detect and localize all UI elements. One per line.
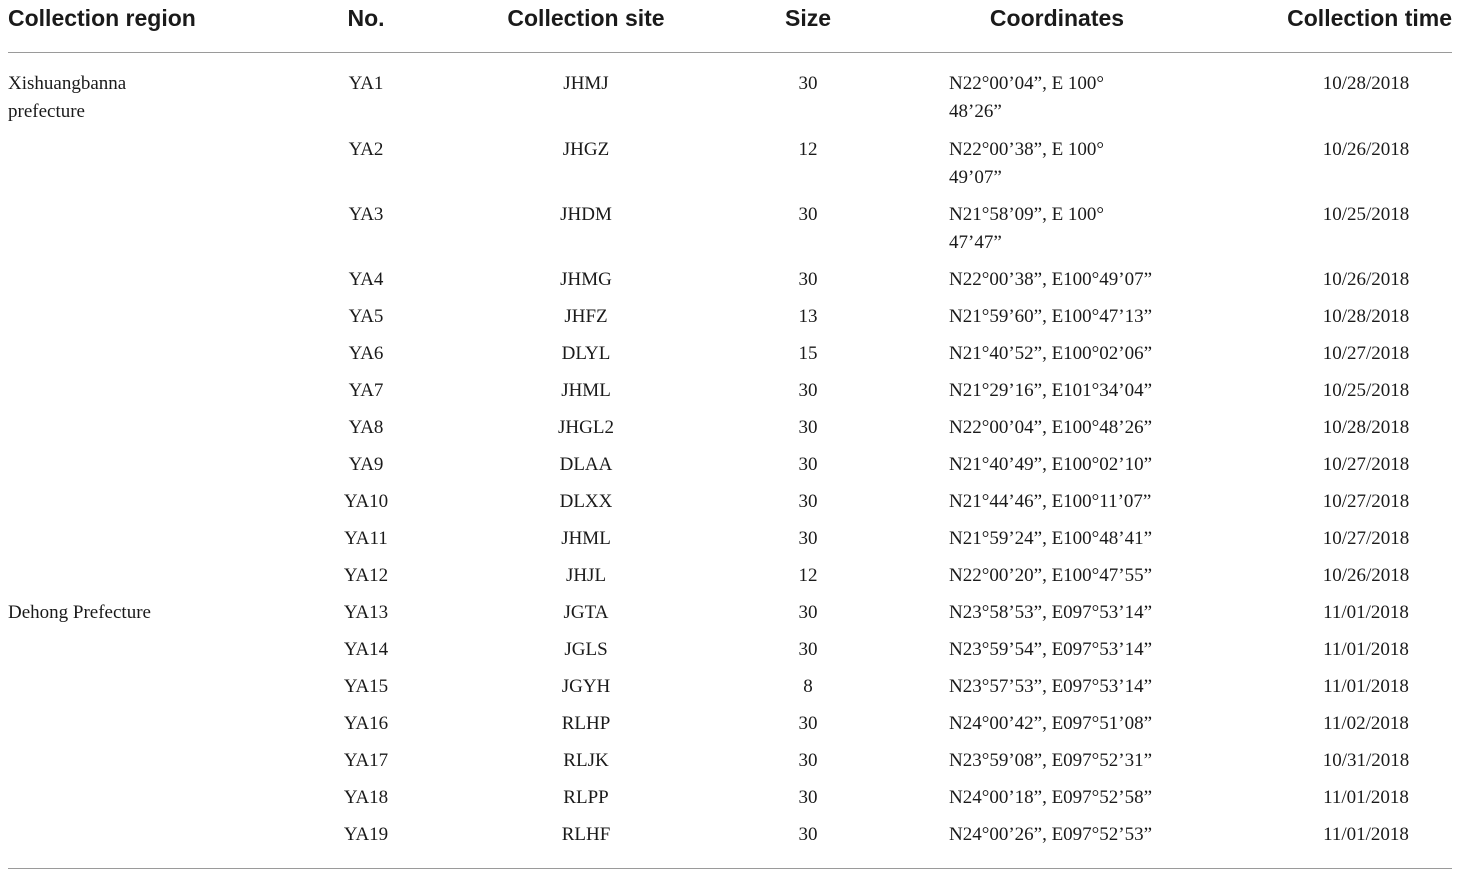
cell-collection-time: 10/27/2018: [1322, 528, 1410, 549]
cell-size: 30: [798, 491, 818, 512]
cell-collection-site: JHMJ: [563, 73, 609, 94]
header-collection-region: Collection region: [8, 5, 196, 31]
header-size: Size: [784, 5, 832, 31]
header-collection-time: Collection time: [1287, 5, 1452, 31]
cell-size: 30: [798, 824, 818, 845]
cell-collection-site: JHFZ: [564, 306, 608, 327]
cell-collection-time: 10/28/2018: [1322, 417, 1410, 438]
cell-size: 30: [798, 602, 818, 623]
cell-no: YA19: [343, 824, 389, 845]
cell-collection-site: JHMG: [560, 269, 612, 290]
header-coordinates: Coordinates: [989, 5, 1125, 31]
cell-coordinates: N24°00’18”, E097°52’58”: [949, 787, 1153, 808]
cell-collection-site: DLXX: [559, 491, 613, 512]
cell-no: YA12: [343, 565, 389, 586]
cell-no: YA1: [348, 73, 384, 94]
cell-coordinates: N22°00’04”, E 100° 48’26”: [949, 73, 1105, 122]
cell-collection-region: Dehong Prefecture: [8, 602, 151, 623]
cell-collection-time: 10/31/2018: [1322, 750, 1410, 771]
cell-size: 30: [798, 204, 818, 225]
cell-collection-time: 11/01/2018: [1323, 639, 1409, 660]
cell-collection-site: JHJL: [565, 565, 607, 586]
cell-coordinates: N22°00’38”, E 100° 49’07”: [949, 139, 1105, 188]
cell-collection-time: 11/01/2018: [1323, 676, 1409, 697]
cell-no: YA16: [343, 713, 389, 734]
cell-size: 30: [798, 380, 818, 401]
cell-size: 30: [798, 454, 818, 475]
cell-coordinates: N24°00’42”, E097°51’08”: [949, 713, 1153, 734]
cell-collection-site: JHGL2: [558, 417, 614, 438]
cell-size: 12: [798, 565, 818, 586]
cell-size: 30: [798, 528, 818, 549]
cell-coordinates: N23°59’08”, E097°52’31”: [949, 750, 1153, 771]
cell-coordinates: N22°00’04”, E100°48’26”: [949, 417, 1153, 438]
cell-coordinates: N22°00’38”, E100°49’07”: [949, 269, 1153, 290]
cell-size: 15: [798, 343, 818, 364]
cell-no: YA9: [348, 454, 384, 475]
cell-coordinates: N21°59’60”, E100°47’13”: [949, 306, 1153, 327]
cell-collection-time: 11/02/2018: [1323, 713, 1409, 734]
cell-no: YA11: [344, 528, 388, 549]
header-no: No.: [347, 5, 385, 31]
cell-collection-time: 10/25/2018: [1322, 380, 1410, 401]
cell-collection-time: 10/28/2018: [1322, 73, 1410, 94]
cell-no: YA7: [348, 380, 384, 401]
cell-no: YA14: [343, 639, 389, 660]
cell-collection-site: RLJK: [563, 750, 609, 771]
cell-size: 13: [798, 306, 818, 327]
cell-coordinates: N21°40’52”, E100°02’06”: [949, 343, 1153, 364]
cell-coordinates: N21°59’24”, E100°48’41”: [949, 528, 1153, 549]
cell-coordinates: N21°29’16”, E101°34’04”: [949, 380, 1153, 401]
cell-collection-time: 10/26/2018: [1322, 269, 1410, 290]
cell-coordinates: N21°40’49”, E100°02’10”: [949, 454, 1153, 475]
cell-size: 30: [798, 417, 818, 438]
cell-size: 8: [803, 676, 813, 697]
cell-no: YA10: [343, 491, 389, 512]
header-divider: [8, 52, 1452, 53]
cell-collection-site: JHGZ: [562, 139, 610, 160]
cell-collection-time: 11/01/2018: [1323, 602, 1409, 623]
cell-coordinates: N21°44’46”, E100°11’07”: [949, 491, 1152, 512]
cell-no: YA3: [348, 204, 384, 225]
cell-no: YA2: [348, 139, 384, 160]
cell-no: YA6: [348, 343, 384, 364]
cell-collection-site: JGLS: [564, 639, 608, 660]
cell-collection-site: JHDM: [560, 204, 612, 225]
cell-size: 30: [798, 73, 818, 94]
cell-collection-site: JGTA: [563, 602, 609, 623]
cell-no: YA4: [348, 269, 384, 290]
cell-size: 30: [798, 713, 818, 734]
cell-collection-time: 10/26/2018: [1322, 565, 1410, 586]
cell-coordinates: N23°59’54”, E097°53’14”: [949, 639, 1153, 660]
cell-no: YA5: [348, 306, 384, 327]
cell-collection-site: DLAA: [559, 454, 613, 475]
cell-collection-time: 11/01/2018: [1323, 787, 1409, 808]
cell-collection-site: DLYL: [561, 343, 611, 364]
header-collection-site: Collection site: [507, 5, 665, 31]
cell-size: 30: [798, 639, 818, 660]
cell-collection-site: JHML: [561, 380, 611, 401]
cell-collection-site: RLHF: [561, 824, 611, 845]
table-bottom-rule: [8, 868, 1452, 869]
cell-size: 12: [798, 139, 818, 160]
cell-coordinates: N23°58’53”, E097°53’14”: [949, 602, 1153, 623]
cell-collection-site: RLHP: [561, 713, 611, 734]
cell-no: YA17: [343, 750, 389, 771]
cell-collection-site: JGYH: [561, 676, 611, 697]
cell-coordinates: N22°00’20”, E100°47’55”: [949, 565, 1153, 586]
cell-size: 30: [798, 750, 818, 771]
cell-coordinates: N24°00’26”, E097°52’53”: [949, 824, 1153, 845]
cell-size: 30: [798, 269, 818, 290]
cell-collection-site: RLPP: [563, 787, 609, 808]
cell-collection-site: JHML: [561, 528, 611, 549]
cell-coordinates: N23°57’53”, E097°53’14”: [949, 676, 1153, 697]
cell-coordinates: N21°58’09”, E 100° 47’47”: [949, 204, 1105, 253]
cell-no: YA8: [348, 417, 384, 438]
cell-collection-time: 11/01/2018: [1323, 824, 1409, 845]
cell-size: 30: [798, 787, 818, 808]
cell-collection-time: 10/25/2018: [1322, 204, 1410, 225]
cell-collection-time: 10/27/2018: [1322, 491, 1410, 512]
cell-no: YA18: [343, 787, 389, 808]
cell-collection-time: 10/28/2018: [1322, 306, 1410, 327]
cell-no: YA15: [343, 676, 389, 697]
cell-no: YA13: [343, 602, 389, 623]
cell-collection-time: 10/26/2018: [1322, 139, 1410, 160]
cell-collection-time: 10/27/2018: [1322, 454, 1410, 475]
table-header: [0, 0, 1460, 40]
cell-collection-time: 10/27/2018: [1322, 343, 1410, 364]
cell-collection-region: Xishuangbanna prefecture: [8, 73, 127, 122]
